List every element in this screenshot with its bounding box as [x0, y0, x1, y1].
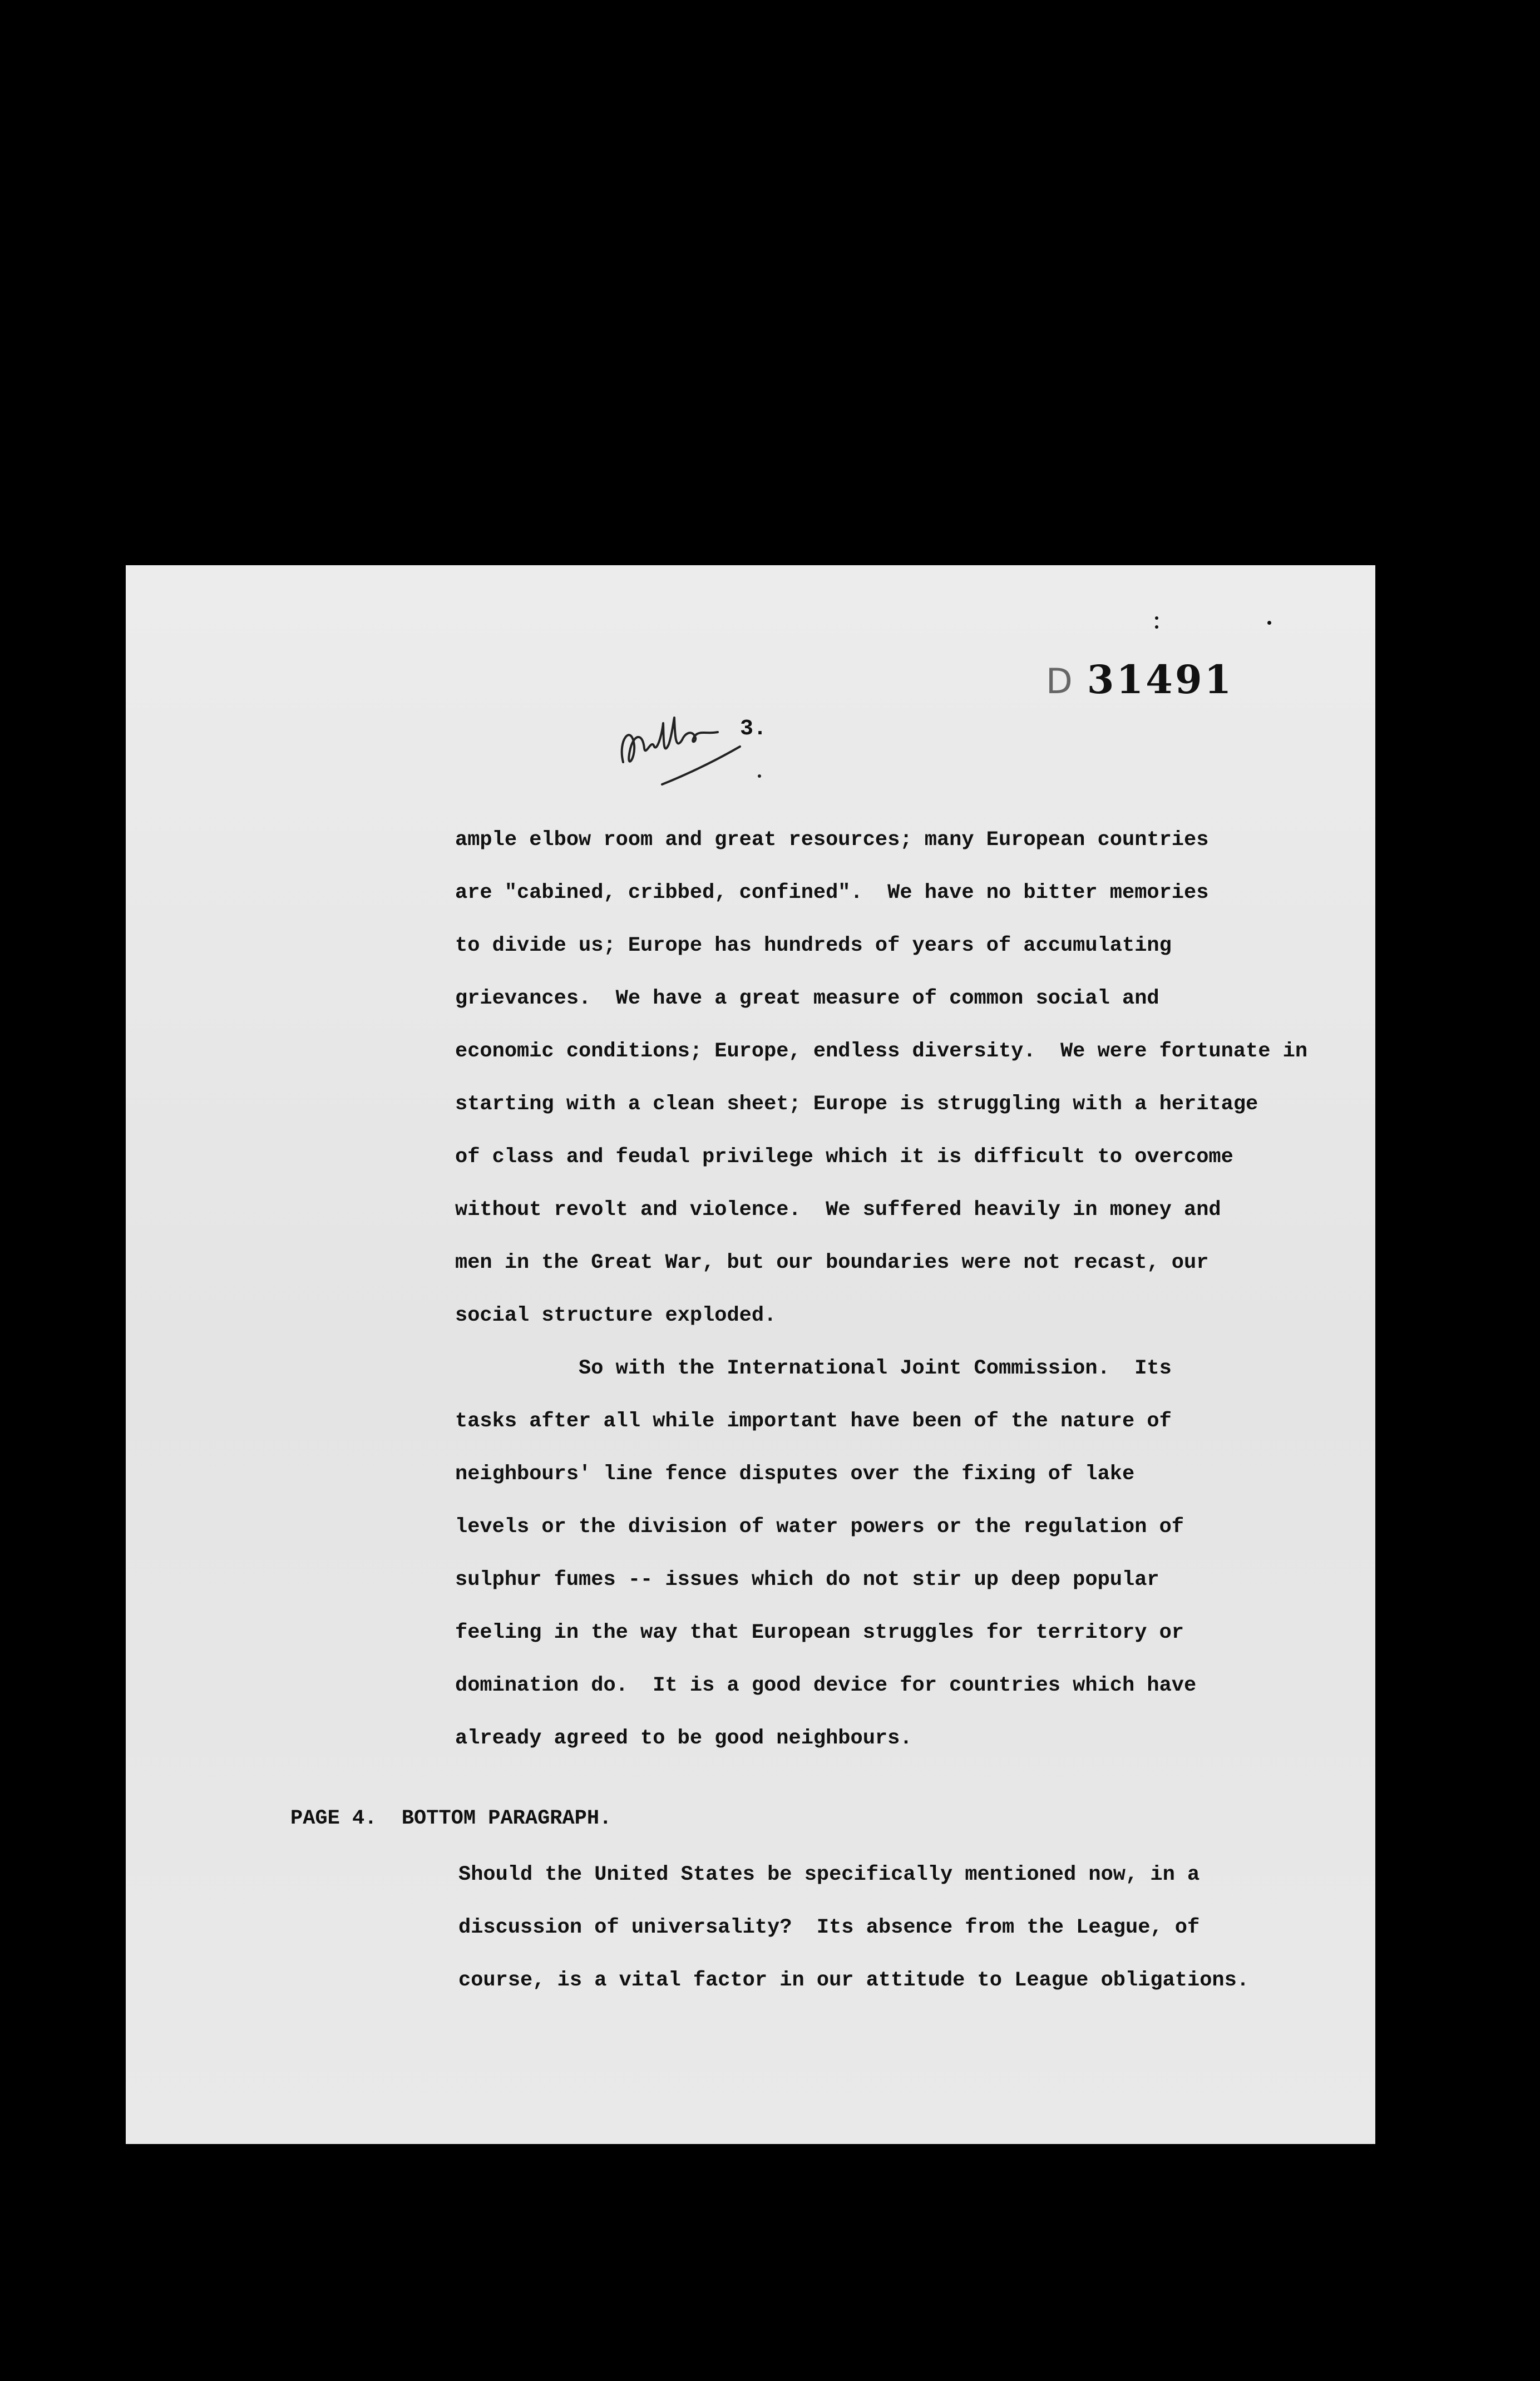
- text-line: are "cabined, cribbed, confined". We have no bitter memories: [455, 881, 1209, 905]
- text-line: grievances. We have a great measure of common social and: [455, 987, 1159, 1010]
- text-line: social structure exploded.: [455, 1304, 777, 1327]
- text-line: economic conditions; Europe, endless diversity. We were fortunate in: [455, 1040, 1308, 1063]
- text-line: of class and feudal privilege which it is difficult to overcome: [455, 1145, 1233, 1169]
- text-line: So with the International Joint Commission. Its: [455, 1357, 1172, 1380]
- text-line: domination do. It is a good device for countries which have: [455, 1674, 1197, 1697]
- document-serial: [1046, 656, 1233, 703]
- ink-speck: [1155, 616, 1158, 620]
- text-line: already agreed to be good neighbours.: [455, 1727, 912, 1750]
- text-line: levels or the division of water powers or the regulation of: [455, 1515, 1184, 1539]
- section-text: [458, 1858, 1249, 2017]
- text-line: tasks after all while important have been of the nature of: [455, 1410, 1172, 1433]
- text-line: men in the Great War, but our boundaries were not recast, our: [455, 1251, 1209, 1275]
- serial-prefix: D: [1046, 661, 1075, 702]
- text-line: course, is a vital factor in our attitude to League obligations.: [458, 1969, 1250, 1992]
- text-line: Should the United States be specifically mentioned now, in a: [458, 1863, 1200, 1886]
- body-text: [455, 823, 1307, 1775]
- text-line: feeling in the way that European struggles for territory or: [455, 1621, 1184, 1644]
- text-line: without revolt and violence. We suffered heavily in money and: [455, 1198, 1221, 1222]
- text-line: to divide us; Europe has hundreds of years of accumulating: [455, 934, 1172, 957]
- text-line: sulphur fumes -- issues which do not stir up deep popular: [455, 1568, 1159, 1592]
- serial-number: 31491: [1087, 656, 1234, 703]
- text-line: neighbours' line fence disputes over the fixing of lake: [455, 1463, 1135, 1486]
- ink-speck: [1267, 621, 1271, 625]
- page-number: 3.: [740, 717, 767, 742]
- handwritten-signature-icon: [601, 701, 773, 796]
- text-line: ample elbow room and great resources; many European countries: [455, 828, 1209, 852]
- text-line: discussion of universality? Its absence from the League, of: [458, 1916, 1200, 1939]
- ink-speck: [1155, 625, 1158, 629]
- text-line: starting with a clean sheet; Europe is struggling with a heritage: [455, 1093, 1258, 1116]
- section-heading: PAGE 4. BOTTOM PARAGRAPH.: [290, 1807, 612, 1830]
